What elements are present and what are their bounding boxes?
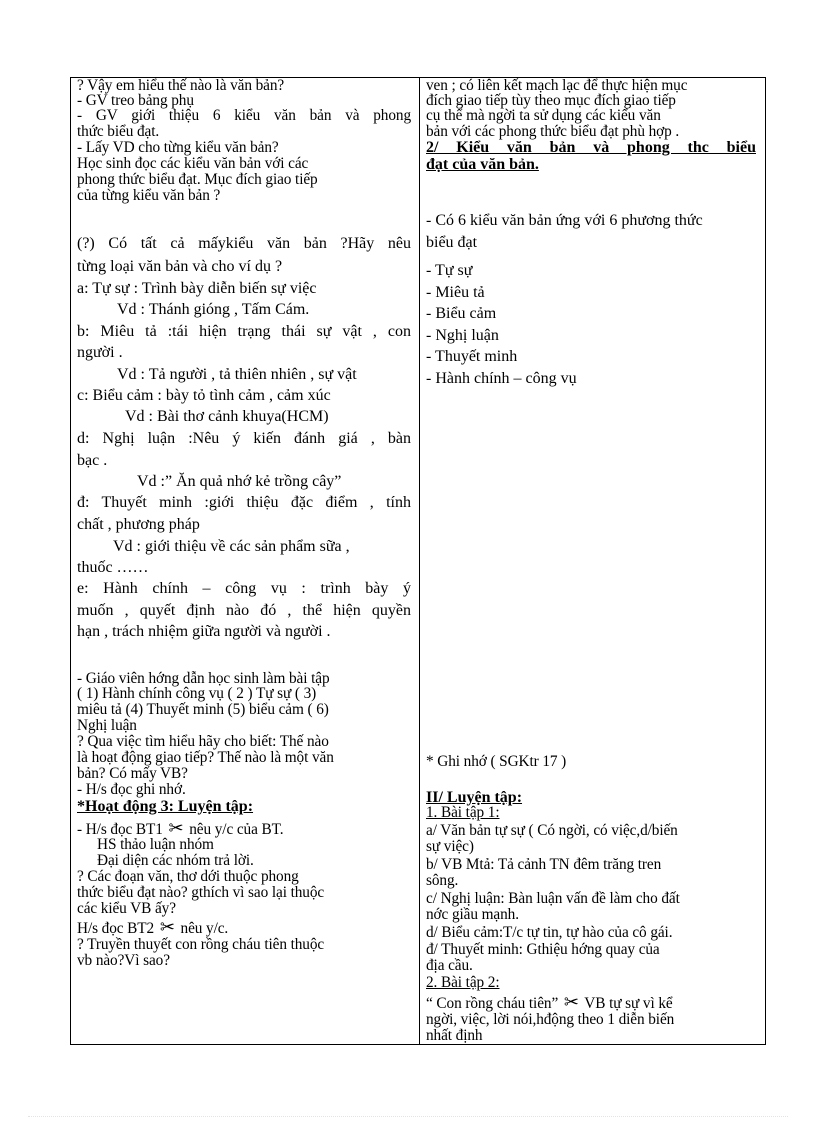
text-line: d/ Biểu cảm:T/c tự tin, tự hào của cô gái. bbox=[426, 924, 673, 941]
column-divider bbox=[419, 78, 420, 1044]
text-line: Vd : Tả người , tả thiên nhiên , sự vật bbox=[117, 366, 357, 383]
list-item: - Miêu tả bbox=[426, 284, 485, 301]
subsection-heading: 1. Bài tập 1: bbox=[426, 804, 500, 821]
text-line: Vd : Thánh gióng , Tấm Cám. bbox=[117, 301, 310, 318]
text-line: người . bbox=[77, 344, 123, 361]
text-line bbox=[77, 917, 229, 937]
subsection-heading: 2. Bài tập 2: bbox=[426, 974, 500, 991]
text-line: vb nào?Vì sao? bbox=[77, 952, 170, 969]
left-column bbox=[77, 78, 413, 1044]
text-line: Vd :” Ăn quả nhớ kẻ trồng cây” bbox=[137, 473, 342, 490]
text-line: - Giáo viên hớng dẫn học sinh làm bài tập bbox=[77, 670, 330, 687]
right-column bbox=[426, 78, 762, 1044]
text-line: Nghị luận bbox=[77, 717, 137, 734]
list-item: - Hành chính – công vụ bbox=[426, 370, 577, 387]
text-line: ( 1) Hành chính công vụ ( 2 ) Tự sự ( 3) bbox=[77, 685, 317, 702]
text-line: của từng kiểu văn bản ? bbox=[77, 187, 221, 204]
text-line: biểu đạt bbox=[426, 234, 478, 251]
text-line: chất , phương pháp bbox=[77, 516, 200, 533]
text-line: bản với các phong thức biểu đạt phù hợp . bbox=[426, 123, 680, 140]
text-line bbox=[426, 992, 673, 1012]
text-line: ven ; có liên kết mạch lạc để thực hiện mục bbox=[426, 78, 688, 94]
text-line: Học sinh đọc các kiểu văn bản với các bbox=[77, 155, 309, 172]
text-line: bạc . bbox=[77, 452, 108, 469]
text-line: thức biểu đạt. bbox=[77, 123, 160, 140]
text-line: hạn , trách nhiệm giữa người và người . bbox=[77, 623, 331, 640]
text-line: c/ Nghị luận: Bàn luận vấn đề làm cho đất bbox=[426, 890, 680, 907]
section-heading: *Hoạt động 3: Luyện tập: bbox=[77, 798, 254, 815]
text-line: cụ thể mà ngời ta sử dụng các kiểu văn bbox=[426, 107, 661, 124]
text-line: HS thảo luận nhóm bbox=[97, 836, 214, 853]
text-line: phong thức biểu đạt. Mục đích giao tiếp bbox=[77, 171, 318, 188]
text-line: ? Truyền thuyết con rồng cháu tiên thuộc bbox=[77, 936, 325, 953]
text-line: đ: Thuyết minh :giới thiệu đặc điểm , tính bbox=[77, 494, 411, 511]
text-line: ? Qua việc tìm hiểu hãy cho biết: Thế nào bbox=[77, 733, 329, 750]
text-line: - GV treo bảng phụ bbox=[77, 92, 194, 109]
text-line: từng loại văn bản và cho ví dụ ? bbox=[77, 258, 283, 275]
scissors-icon: ✂ bbox=[168, 818, 184, 838]
page-bottom-rule bbox=[28, 1116, 788, 1117]
text-line: b/ VB Mtả: Tả cảnh TN đêm trăng tren bbox=[426, 856, 662, 873]
section-heading: II/ Luyện tập: bbox=[426, 789, 523, 806]
text-line: miêu tả (4) Thuyết minh (5) biểu cảm ( 6) bbox=[77, 701, 329, 718]
text-line: nhất định bbox=[426, 1027, 483, 1044]
text-line: Đại diện các nhóm trả lời. bbox=[97, 852, 254, 869]
text-line bbox=[77, 818, 284, 838]
list-item: - Nghị luận bbox=[426, 327, 499, 344]
text-line: sự việc) bbox=[426, 838, 474, 855]
text-line: e: Hành chính – công vụ : trình bày ý bbox=[77, 580, 411, 597]
text-span: - H/s đọc BT1 bbox=[77, 821, 167, 838]
text-line: * Ghi nhớ ( SGKtr 17 ) bbox=[426, 753, 567, 770]
text-line: sông. bbox=[426, 872, 459, 889]
text-span: nêu y/c của BT. bbox=[185, 821, 284, 838]
text-span: H/s đọc BT2 bbox=[77, 920, 158, 937]
text-span: nêu y/c. bbox=[176, 920, 229, 937]
text-line: (?) Có tất cả mấykiểu văn bản ?Hãy nêu bbox=[77, 235, 411, 252]
text-line: - Lấy VD cho từng kiểu văn bản? bbox=[77, 139, 279, 156]
section-heading: 2/ Kiểu văn bản và phong thc biểu bbox=[426, 139, 756, 156]
text-span: “ Con rồng cháu tiên” bbox=[426, 995, 562, 1012]
text-line: thức biểu đạt nào? gthích vì sao lại thuộc bbox=[77, 884, 325, 901]
text-line: địa cầu. bbox=[426, 957, 473, 974]
list-item: - Biểu cảm bbox=[426, 305, 497, 322]
text-line: ? Các đoạn văn, thơ dới thuộc phong bbox=[77, 868, 299, 885]
text-line: d: Nghị luận :Nêu ý kiến đánh giá , bàn bbox=[77, 430, 411, 447]
text-line: Vd : Bài thơ cảnh khuya(HCM) bbox=[125, 408, 329, 425]
text-line: đích giao tiếp tùy theo mục đích giao tiếp bbox=[426, 92, 676, 109]
scissors-icon: ✂ bbox=[563, 992, 579, 1012]
text-line: bản? Có mấy VB? bbox=[77, 765, 188, 782]
text-line: a/ Văn bản tự sự ( Có ngời, có việc,d/biến bbox=[426, 822, 678, 839]
text-span: VB tự sự vì kể bbox=[580, 995, 673, 1012]
text-line: là hoạt động giao tiếp? Thế nào là một văn bbox=[77, 749, 334, 766]
section-heading: đạt của văn bản. bbox=[426, 156, 539, 173]
list-item: - Thuyết minh bbox=[426, 348, 518, 365]
text-line: b: Miêu tả :tái hiện trạng thái sự vật , con bbox=[77, 323, 411, 340]
text-line: ? Vậy em hiểu thế nào là văn bản? bbox=[77, 78, 285, 94]
lesson-table bbox=[70, 77, 766, 1045]
text-line: - Có 6 kiểu văn bản ứng với 6 phương thức bbox=[426, 212, 703, 229]
text-line: a: Tự sự : Trình bày diễn biến sự việc bbox=[77, 280, 317, 297]
text-line: thuốc …… bbox=[77, 559, 149, 576]
text-line: c: Biểu cảm : bày tỏ tình cảm , cảm xúc bbox=[77, 387, 331, 404]
text-line: các kiểu VB ấy? bbox=[77, 900, 176, 917]
text-line: Vd : giới thiệu về các sản phẩm sữa , bbox=[113, 538, 350, 555]
text-line: - H/s đọc ghi nhớ. bbox=[77, 781, 186, 798]
text-line: nớc giầu mạnh. bbox=[426, 906, 519, 923]
text-line: đ/ Thuyết minh: Gthiệu hớng quay của bbox=[426, 941, 660, 958]
scissors-icon: ✂ bbox=[159, 917, 175, 937]
text-line: muốn , quyết định nào đó , thể hiện quyền bbox=[77, 602, 411, 619]
list-item: - Tự sự bbox=[426, 262, 473, 279]
text-line: - GV giới thiệu 6 kiểu văn bản và phong bbox=[77, 107, 411, 124]
text-line: ngời, việc, lời nói,hđộng theo 1 diễn biến bbox=[426, 1011, 675, 1028]
